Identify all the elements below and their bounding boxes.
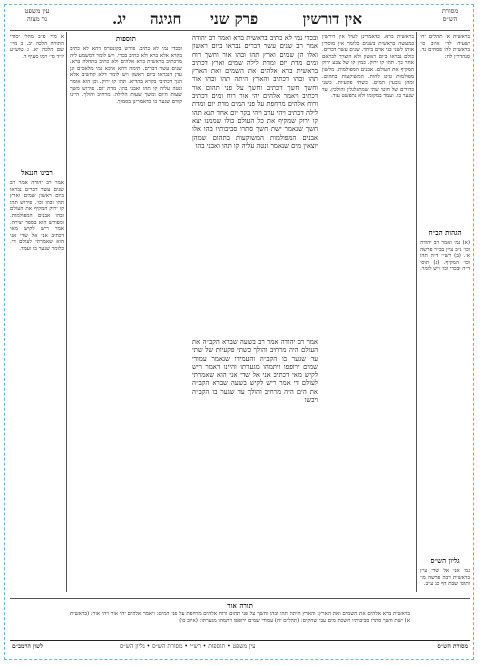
mesoret-column: בראשית א׳ תהלים יח׳ ישעיה לד׳ איוב כו׳ בראשית לה׳ פסחים נד. סנהדרין לח: [420, 34, 470, 60]
header-rule [10, 30, 470, 31]
bottom-rule [10, 598, 470, 599]
gemara-main: ובכדי נמי לא כתיב בראשית ברא ואמר רב יהודה אמר רב שנים עשר דברים נבראו ביום ראשון ואלו הן שמים וארץ תהו ובהו אור וחשך רוח ומים מדת יום ומדת לילה שמים וארץ דכתיב בראשית ברא אלהים את השמים ואת הארץ תהו ובהו דכתיב והארץ היתה תהו ובהו אור וחשך חשך דכתיב וחשך על פני תהום אור דכתיב ויאמר אלהים יהי אור רוח ומים דכתיב ורוח אלהים מרחפת על פני המים מדת יום ומדת לילה דכתיב ויהי ערב ויהי בקר יום אחד תנא תהו קו ירוק שמקיף את כל העולם כולו שממנו יצא חשך שנאמר ישת חשך סתרו סביבותיו בהו אלו אבנים המפולמות המשוקעות בתהום שמהן יוצאין מים שנאמר ונטה עליה קו תהו ואבני בהו [192, 34, 318, 150]
rashi-column: בראשית ברא. כדאמרינן לעיל אין דורשין במעשה בראשית בשנים כלומר אין מוסרין אותו לשני בני אדם ביחד. שנים עשר דברים. כולם נבראו ביום ראשון ולא הוצרך לבראם אחר כך. תהו קו ירוק. כמין קו של צבע ירוק המקיף את העולם. אבנים המפולמות. מלשון מפולמות טיט לחות. המשוקעות בתהום. ומהן נובעין המים. כשתי פקעיות. כשני כדורים של חוטי שתי שמתגלגלין והולכין. עד שגער בו. ועמד במקומו ולא נתפשט עוד. [322, 34, 414, 100]
footer-left-label: לשון הרמב״ם [12, 643, 44, 650]
gilyon-label: גליון הש״ס [430, 556, 460, 565]
gemara-continued: אמר רב יהודה אמר רב בשעה שברא הקב״ה את העולם היה מרחיב והולך כשתי פקעיות של שתי עד שגער בו הקב״ה והעמידו שנאמר עמודי שמים ירופפו ויתמהו מגערתו והיינו דאמר ריש לקיש מאי דכתיב אני אל שדי אני הוא שאמרתי לעולם די אמר ריש לקיש בשעה שברא הקב״ה את הים היה מרחיב והולך עד שגער בו הקב״ה ויבשו [192, 338, 318, 405]
gilyon-column: גמ׳ אני אל שדי עיין בראשית רבה פרשה מו׳ ותוס׳ שבת דף כג ע״ב. [420, 568, 470, 588]
chapter-label: פרק שני [210, 10, 259, 28]
rabbeinu-label: רבינו חננאל [21, 168, 53, 177]
torah-or-text: בראשית ברא אלהים את השמים ואת הארץ: והארץ היתה תהו ובהו וחשך על פני תהום ורוח אלהים מרחפת על פני המים: ויאמר אלהים יהי אור ויהי אור: (בראשית א) ישת חשך סתרו סביבותיו חשכת מים עבי שחקים: (תהלים יח) עמודי שמים ירופפו ויתמהו מגערתו: (איוב כו) [70, 611, 410, 624]
footer-line: עין משפט • תוספות • רש״י • מסורת הש״ס • גליון הש״ס [120, 643, 256, 650]
ein-mishpat-column: א מיי׳ פ״ב מהל׳ יסודי התורה הלכה יב. ב מיי׳ שם הלכה יא. ג טוש״ע יו״ד סי׳ רמו סעיף ד. [10, 34, 64, 60]
footer-bar [10, 640, 470, 641]
left-ref-label: עין משפט נר מצוה [24, 7, 50, 23]
tractate-name: חגיגה [150, 10, 182, 28]
hagahot-column: (א) גמ׳ ואמר רב יהודה וכו׳ נ״ב עיין בב״ר פרשה א׳. (ב) רש״י ד״ה תהו וכו׳ המקיף. (ג) תוס׳ ד״ה ובכדי וכו׳ ויש לומר. [420, 240, 470, 273]
tosafot-column: ובכדי נמי לא כתיב. פירש בקונטרס דהא לא כתיב בקרא אלא ברא ולא כתיב בכדי. ויש לומר דמשמע ליה מדכתיב בראשית ברא אלהים ולא כתיב בתחלה ברא. שנים עשר דברים. תימה דהא איכא נמי מלאכים וגן עדן דנבראו ביום ראשון ויש לומר דלא קחשיב אלא הנך דכתיבי בקרא בהדיא. תהו קו ירוק. וכן הוא אומר ונטה עליה קו תהו ואבני בהו. מדת יום. פירוש משך שעות היום ומשך שעות הלילה. מרחיב והולך. היינו קודם שגער בו כדאמרינן בסמוך. [70, 46, 182, 105]
right-margin-rule [416, 32, 417, 592]
torah-or-label: תורה אור [227, 601, 253, 610]
right-ref-label: מסורת הש״ס [441, 7, 459, 23]
tosafot-label: תוספות [116, 34, 136, 43]
left-margin-rule [66, 32, 67, 592]
page-number: יג. [112, 10, 127, 28]
rabbeinu-column: אמר רב יהודה אמר רב שנים עשר דברים נבראו ביום ראשון שמים וארץ תהו ובהו וכו׳. פירוש תהו קו ירוק המקיף את העולם ובהו אבנים המפולמות. ומפורש הוא בספר יצירה. אמר ריש לקיש מאי דכתיב אני אל שדי אני הוא שאמרתי לעולם די. כלומר שגער בו ועמד. [10, 180, 64, 252]
footer-right-label: מסורת הש״ס [437, 643, 468, 650]
hagahot-label: הגהות הב״ח [428, 228, 462, 237]
chapter-name: אין דורשין [302, 10, 362, 28]
